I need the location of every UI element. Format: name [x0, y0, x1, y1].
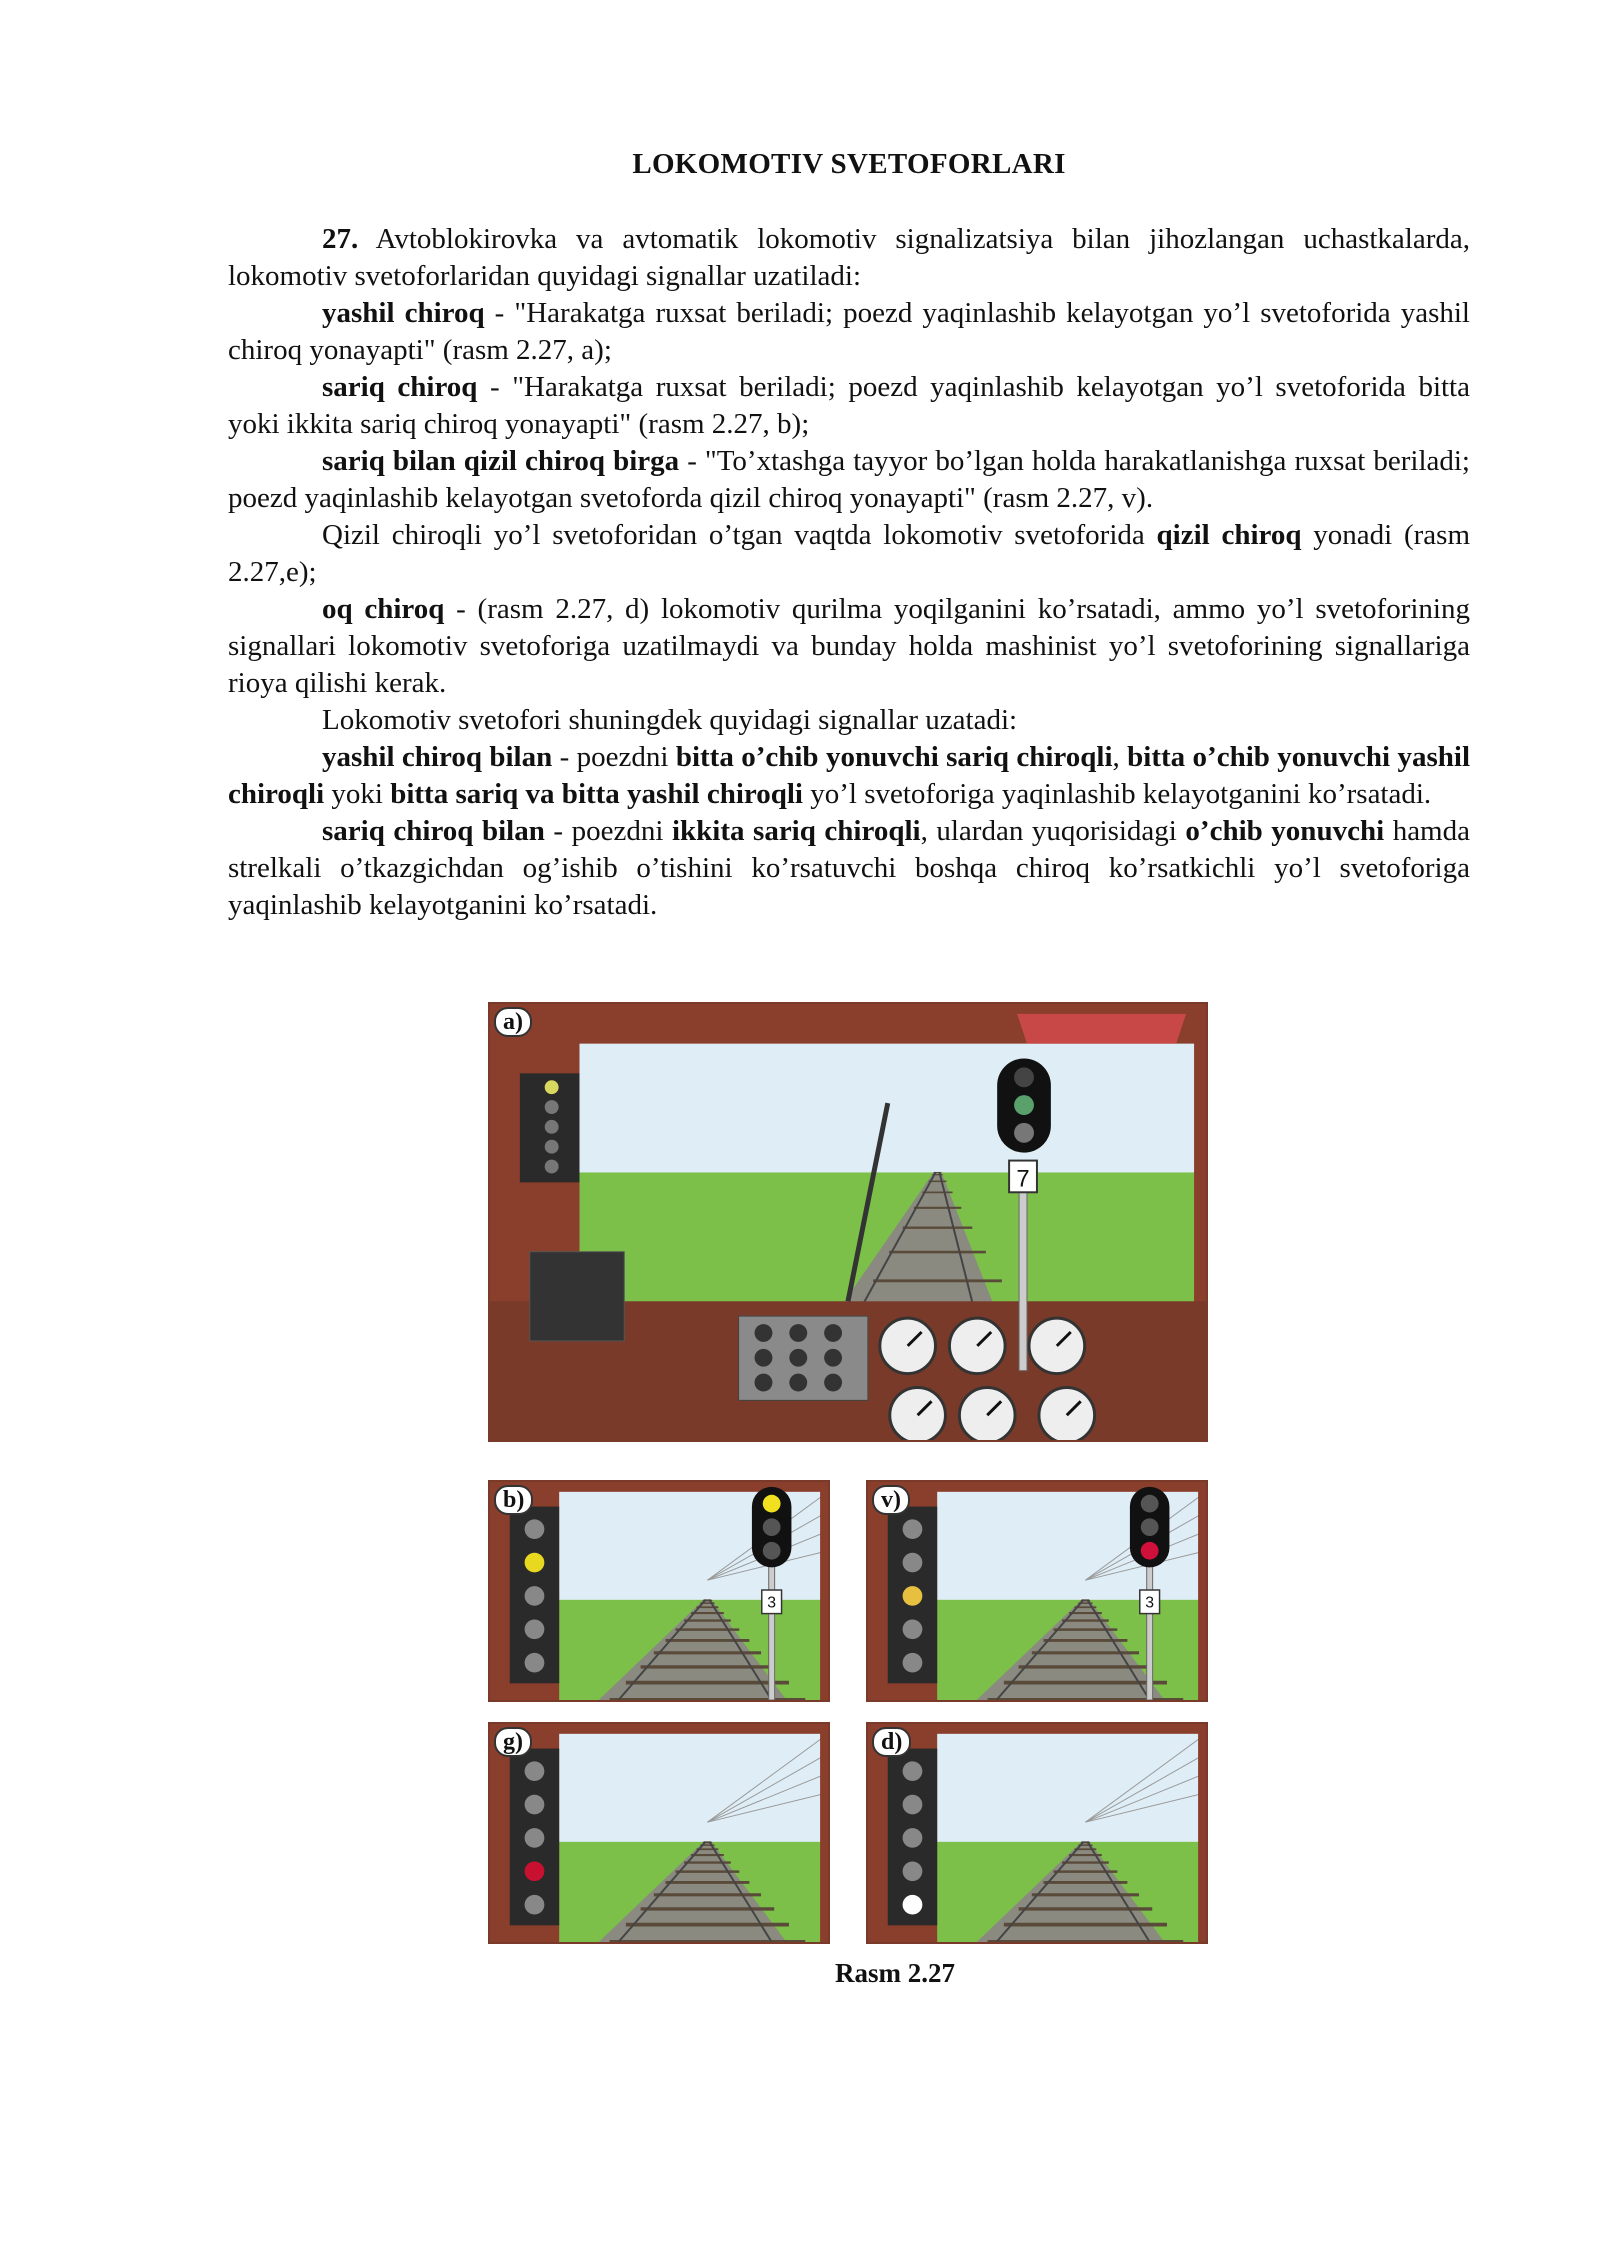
signal-lamp — [763, 1518, 781, 1536]
panel-g — [488, 1722, 830, 1944]
panel-label: v) — [872, 1485, 910, 1515]
panel-label: a) — [494, 1007, 532, 1037]
cab-signal-lamp — [903, 1519, 923, 1539]
text-run: - "Harakatga ruxsat beriladi; poezd yaqinlashib kelayotgan yo’l svetoforida yashil chiroq yonayapti" (rasm 2.27, a); — [228, 297, 1470, 366]
text-run: Lokomotiv svetofori shuningdek quyidagi signallar uzatadi: — [322, 704, 1018, 736]
cab-signal-lamp — [545, 1100, 559, 1114]
signal-lamp — [763, 1495, 781, 1513]
figure-2-27 — [488, 1002, 1208, 1942]
bold-run: ikkita sariq chiroqli — [671, 815, 921, 847]
panel-label: g) — [494, 1727, 532, 1757]
paragraph — [228, 517, 1470, 591]
text-run: , ulardan yuqorisidagi — [920, 815, 1186, 847]
panel-label: b) — [494, 1485, 533, 1515]
signal-lamp — [1014, 1095, 1034, 1115]
cab-signal-lamp — [525, 1653, 545, 1673]
cab-signal-lamp — [525, 1586, 545, 1606]
paragraph — [228, 221, 1470, 295]
paragraph — [228, 369, 1470, 443]
cab-signal-lamp — [903, 1828, 923, 1848]
signal-lamp — [1141, 1542, 1159, 1560]
bold-run: oq chiroq — [322, 593, 445, 625]
cab-view-illustration — [490, 1482, 828, 1700]
bold-run: sariq chiroq bilan — [322, 815, 545, 847]
text-run: Avtoblokirovka va avtomatik lokomotiv signalizatsiya bilan jihozlangan uchastkalarda, lokomotiv svetoforlaridan quyidagi signallar uzatiladi: — [228, 223, 1470, 292]
panel-label: d) — [872, 1727, 911, 1757]
text-run: hamda strelkali o’tkazgichdan og’ishib o’tishini ko’rsatuvchi boshqa chiroq ko’rsatkichli yo’l svetoforiga yaqinlashib kelayotganini ko’rsatadi. — [228, 815, 1470, 921]
signal-number-sign: 7 — [1016, 1165, 1030, 1193]
cab-signal-lamp — [903, 1619, 923, 1639]
cab-view-illustration — [868, 1482, 1206, 1700]
bold-run: bitta sariq va bitta yashil chiroqli — [390, 778, 803, 810]
cab-signal-lamp — [545, 1160, 559, 1174]
cab-signal-lamp — [525, 1553, 545, 1573]
cab-signal-lamp — [525, 1895, 545, 1915]
signal-number-sign: 3 — [767, 1594, 777, 1612]
paragraph — [228, 813, 1470, 924]
cab-signal-lamp — [545, 1080, 559, 1094]
document-page — [228, 148, 1470, 924]
paragraph — [228, 739, 1470, 813]
cab-signal-lamp — [903, 1895, 923, 1915]
signal-lamp — [1141, 1495, 1159, 1513]
paragraph — [228, 702, 1470, 739]
cab-signal-lamp — [903, 1795, 923, 1815]
text-run: , — [1112, 741, 1128, 773]
bold-run: qizil chiroq — [1156, 519, 1302, 551]
cab-signal-lamp — [525, 1795, 545, 1815]
text-run: - (rasm 2.27, d) lokomotiv qurilma yoqilganini ko’rsatadi, ammo yo’l svetoforining signallari lokomotiv svetoforiga uzatilmaydi va bunday holda mashinist yo’l svetoforining signallariga rioya qilishi kerak. — [228, 593, 1470, 699]
text-run: Qizil chiroqli yo’l svetoforidan o’tgan vaqtda lokomotiv svetoforida — [322, 519, 1157, 551]
bold-run: yashil chiroq bilan — [322, 741, 553, 773]
text-run: yoki — [324, 778, 391, 810]
cab-signal-lamp — [903, 1861, 923, 1881]
cab-signal-lamp — [525, 1619, 545, 1639]
paragraph — [228, 591, 1470, 702]
signal-lamp — [763, 1542, 781, 1560]
cab-signal-lamp — [903, 1761, 923, 1781]
bold-run: bitta o’chib yonuvchi sariq chiroqli — [675, 741, 1113, 773]
bold-run: 27. — [322, 223, 359, 255]
signal-lamp — [1014, 1067, 1034, 1087]
text-run: - poezdni — [552, 741, 676, 773]
cab-view-illustration — [868, 1724, 1206, 1942]
cab-signal-lamp — [525, 1761, 545, 1781]
cab-signal-lamp — [525, 1519, 545, 1539]
panel-d — [866, 1722, 1208, 1944]
bold-run: sariq chiroq — [322, 371, 478, 403]
text-run: yonadi (rasm 2.27,e); — [228, 519, 1471, 588]
bold-run: o’chib yonuvchi — [1185, 815, 1385, 847]
bold-run: sariq bilan qizil chiroq birga — [322, 445, 680, 477]
panel-v — [866, 1480, 1208, 1702]
panel-a — [488, 1002, 1208, 1442]
cab-signal-lamp — [525, 1828, 545, 1848]
cab-signal-lamp — [903, 1586, 923, 1606]
cab-signal-lamp — [545, 1140, 559, 1154]
cab-signal-lamp — [903, 1553, 923, 1573]
signal-lamp — [1014, 1123, 1034, 1143]
text-run: - "Harakatga ruxsat beriladi; poezd yaqinlashib kelayotgan yo’l svetoforida bitta yoki ikkita sariq chiroq yonayapti" (rasm 2.27, b); — [228, 371, 1470, 440]
page-title: LOKOMOTIV SVETOFORLARI — [632, 148, 1066, 180]
panel-b — [488, 1480, 830, 1702]
signal-number-sign: 3 — [1145, 1594, 1155, 1612]
paragraph — [228, 295, 1470, 369]
cab-signal-lamp — [525, 1861, 545, 1881]
cab-view-illustration — [490, 1004, 1206, 1440]
text-run: yo’l svetoforiga yaqinlashib kelayotganini ko’rsatadi. — [803, 778, 1432, 810]
cab-signal-lamp — [903, 1653, 923, 1673]
bold-run: bitta o’chib yonuvchi yashil chiroqli — [228, 741, 1470, 810]
cab-view-illustration — [490, 1724, 828, 1942]
body-text — [228, 221, 1470, 924]
signal-lamp — [1141, 1518, 1159, 1536]
text-run: - poezdni — [544, 815, 672, 847]
bold-run: yashil chiroq — [322, 297, 485, 329]
paragraph — [228, 443, 1470, 517]
text-run: - "To’xtashga tayyor bo’lgan holda harakatlanishga ruxsat beriladi; poezd yaqinlashib kelayotgan svetoforda qizil chiroq yonayapti" (rasm 2.27, v). — [228, 445, 1470, 514]
cab-signal-lamp — [545, 1120, 559, 1134]
figure-caption: Rasm 2.27 — [835, 1958, 955, 1988]
